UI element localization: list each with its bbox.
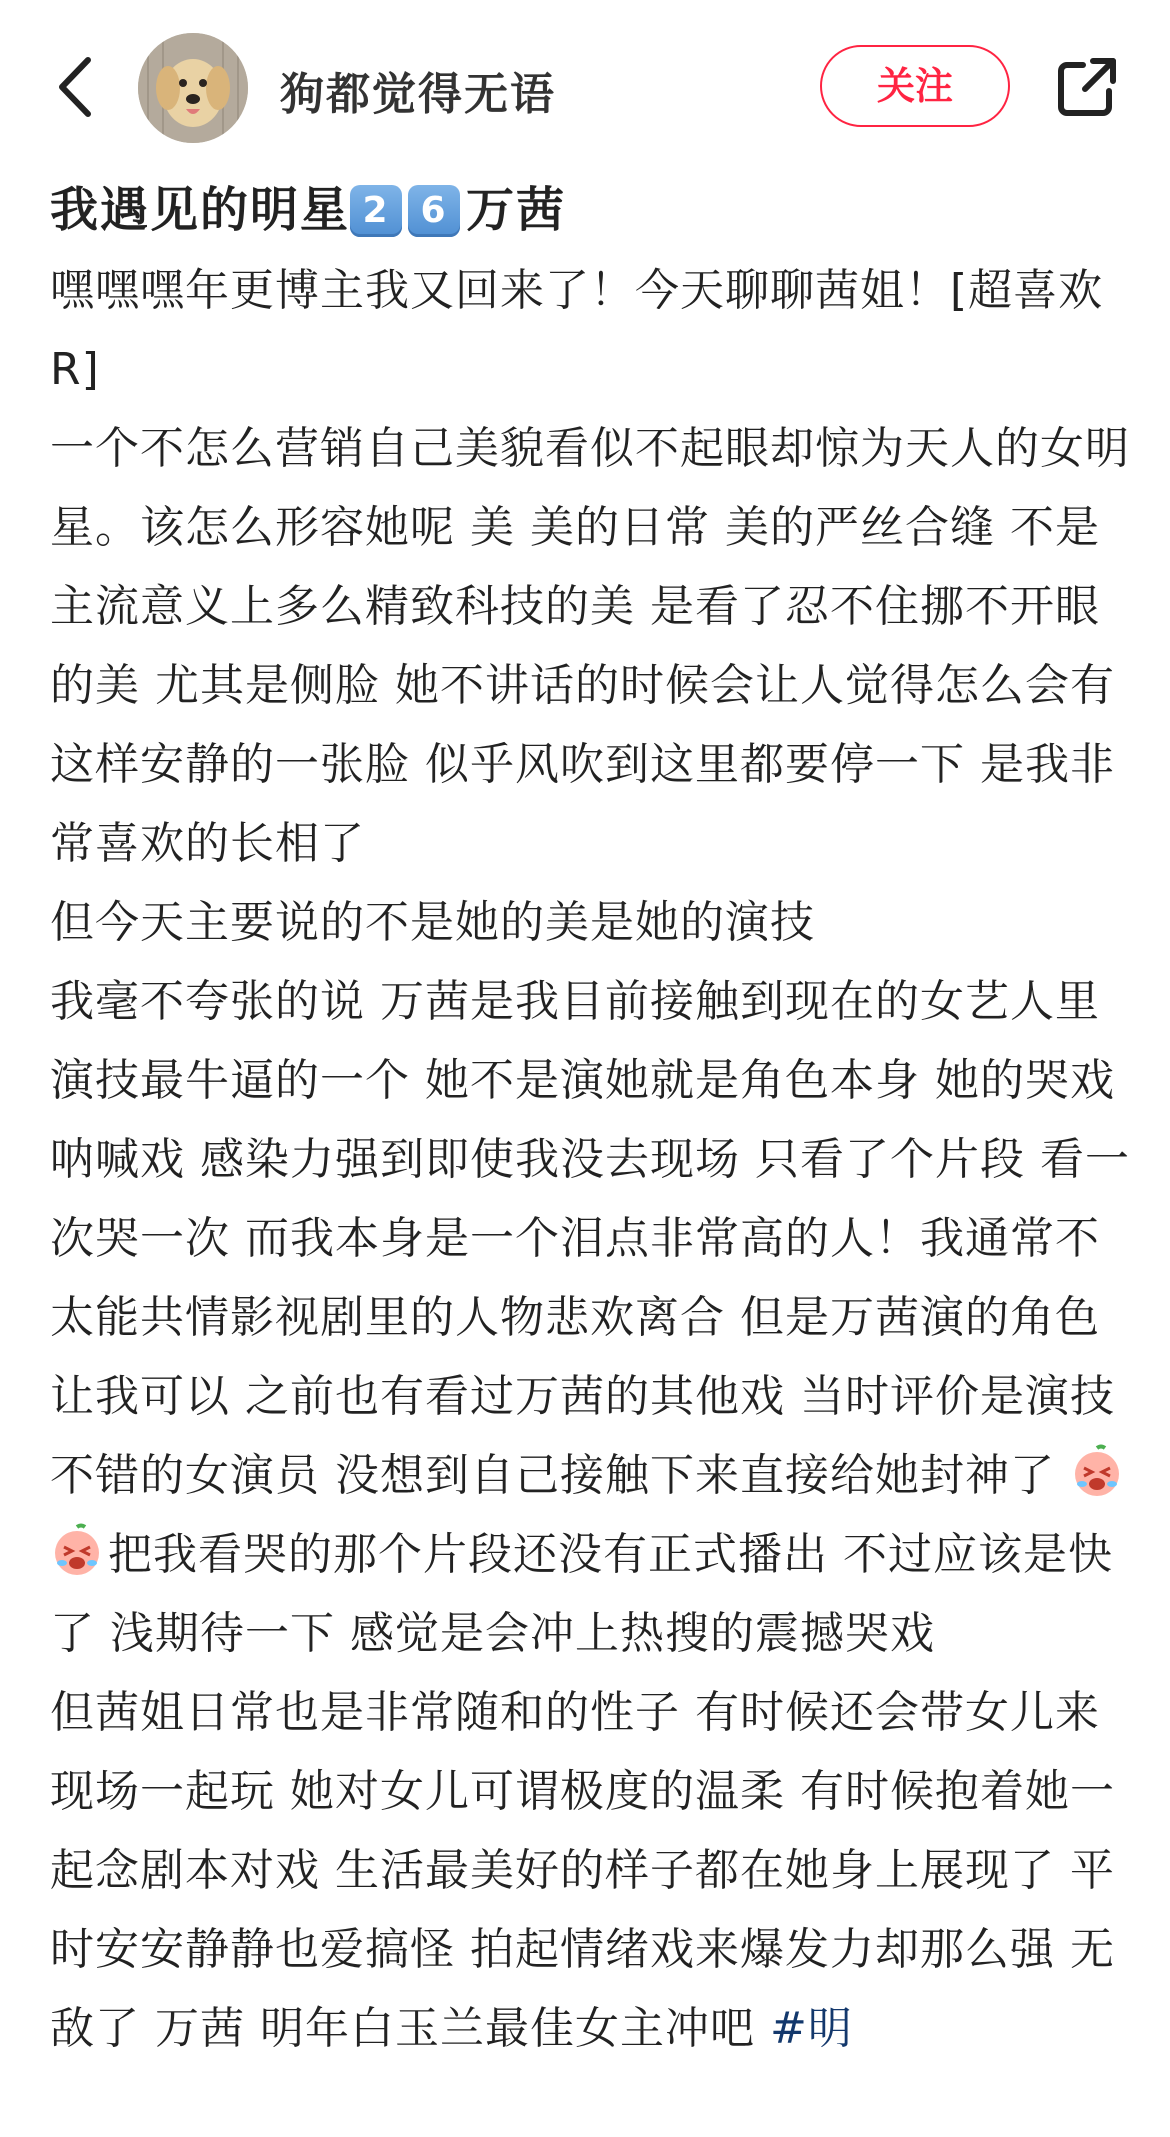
paragraph-2: 一个不怎么营销自己美貌看似不起眼却惊为天人的女明星。该怎么形容她呢 美 美的日常 美的严丝合缝 不是主流意义上多么精致科技的美 是看了忍不住挪不开眼的美 尤其是侧脸 她不讲话的时候会让人觉得怎么会有这样安静的一张脸 似乎风吹到这里都要停一下 是我非常喜欢的长相了 (50, 423, 1130, 869)
post-header (0, 0, 1170, 175)
paragraph-4-text-b: 把我看哭的那个片段还没有正式播出 不过应该是快了 浅期待一下 感觉是会冲上热搜的震撼哭戏 (50, 1529, 1113, 1659)
keycap-6-emoji: 6 (408, 185, 460, 237)
paragraph-4 (50, 962, 1130, 1673)
paragraph-3: 但今天主要说的不是她的美是她的演技 (50, 897, 815, 948)
title-suffix: 万茜 (466, 182, 567, 238)
paragraph-5 (50, 1673, 1130, 2068)
post-body (50, 251, 1130, 2068)
paragraph-5-text: 但茜姐日常也是非常随和的性子 有时候还会带女儿来现场一起玩 她对女儿可谓极度的温柔 有时候抱着她一起念剧本对戏 生活最美好的样子都在她身上展现了 平时安安静静也爱搞怪 拍起情绪戏来爆发力却那么强 无敌了 万茜 明年白玉兰最佳女主冲吧 (50, 1687, 1115, 2054)
back-arrow-icon[interactable] (50, 52, 100, 122)
crying-emoji-icon (50, 1523, 104, 1577)
hashtag-link[interactable]: #明 (769, 2003, 853, 2054)
post-title (50, 175, 1120, 245)
keycap-2-emoji: 2 (350, 185, 402, 237)
crying-emoji-icon (1070, 1444, 1124, 1498)
follow-button[interactable]: 关注 (820, 45, 1010, 127)
author-name[interactable]: 狗都觉得无语 (280, 69, 556, 120)
paragraph-1: 嘿嘿嘿年更博主我又回来了！今天聊聊茜姐！[超喜欢R] (50, 265, 1104, 395)
avatar[interactable] (138, 33, 248, 143)
title-prefix: 我遇见的明星 (50, 182, 351, 238)
share-icon[interactable] (1055, 55, 1119, 119)
paragraph-4-text-a: 我毫不夸张的说 万茜是我目前接触到现在的女艺人里 演技最牛逼的一个 她不是演她就是角色本身 她的哭戏 呐喊戏 感染力强到即使我没去现场 只看了个片段 看一次哭一次 而我本身是一个泪点非常高的人！我通常不太能共情影视剧里的人物悲欢离合 但是万茜演的角色让我可以 之前也有看过万茜的其他戏 当时评价是演技不错的女演员 没想到自己接触下来直接给她封神了 (50, 976, 1130, 1501)
